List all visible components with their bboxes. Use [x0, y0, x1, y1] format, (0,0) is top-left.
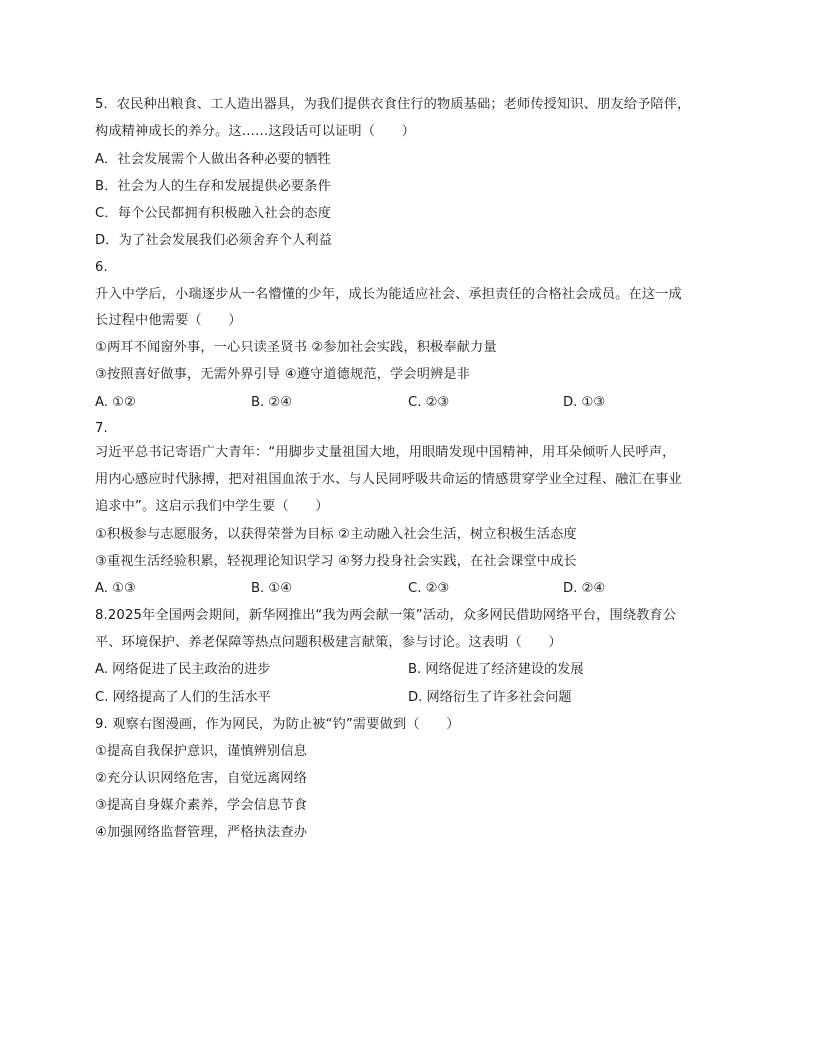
q9-statement-3: ③提高自身媒介素养，学会信息节食	[95, 798, 308, 813]
q6-option-b: B. ②④	[251, 395, 293, 410]
q9-stem: 9. 观察右图漫画，作为网民，为防止被“钓”需要做到（ ）	[95, 717, 460, 732]
q8-option-c: C. 网络提高了人们的生活水平	[95, 690, 271, 705]
q5-option-b: B．社会为人的生存和发展提供必要条件	[95, 179, 331, 194]
q5-stem-line-2: 构成精神成长的养分。这……这段话可以证明（ ）	[95, 124, 416, 139]
q5-option-d: D．为了社会发展我们必须舍弃个人利益	[95, 233, 333, 248]
q6-number: 6.	[95, 260, 108, 275]
q6-statement-line-2: ③按照喜好做事，无需外界引导 ④遵守道德规范，学会明辨是非	[95, 367, 471, 382]
q6-stem-line-1: 升入中学后，小瑞逐步从一名懵懂的少年，成长为能适应社会、承担责任的合格社会成员。在这一成	[95, 287, 682, 302]
q7-option-b: B. ①④	[251, 581, 293, 596]
q7-statement-line-2: ③重视生活经验积累，轻视理论知识学习 ④努力投身社会实践，在社会课堂中成长	[95, 554, 577, 569]
q6-option-d: D. ①③	[563, 395, 606, 410]
q7-option-c: C. ②③	[408, 581, 450, 596]
q6-option-c: C. ②③	[408, 395, 450, 410]
q8-stem-line-2: 平、环境保护、养老保障等热点问题积极建言献策，参与讨论。这表明（ ）	[95, 635, 562, 650]
q7-number: 7.	[95, 421, 108, 436]
q6-option-a: A. ①②	[95, 395, 136, 410]
q7-option-a: A. ①③	[95, 581, 136, 596]
q5-stem-line-1: 5．农民种出粮食、工人造出器具，为我们提供衣食住行的物质基础；老师传授知识、朋友给予陪伴，	[95, 97, 691, 112]
q7-stem-line-1: 习近平总书记寄语广大青年：“用脚步丈量祖国大地，用眼睛发现中国精神，用耳朵倾听人民呼声，	[95, 445, 676, 460]
q7-statement-line-1: ①积极参与志愿服务，以获得荣誉为目标 ②主动融入社会生活，树立积极生活态度	[95, 527, 577, 542]
q8-stem-line-1: 8.2025年全国两会期间，新华网推出“我为两会献一策”活动，众多网民借助网络平台，围绕教育公	[95, 608, 677, 623]
q5-option-a: A．社会发展需个人做出各种必要的牺牲	[95, 152, 331, 167]
q8-option-a: A. 网络促进了民主政治的进步	[95, 662, 271, 677]
q5-option-c: C．每个公民都拥有积极融入社会的态度	[95, 206, 332, 221]
q6-statement-line-1: ①两耳不闻窗外事，一心只读圣贤书 ②参加社会实践，积极奉献力量	[95, 340, 497, 355]
q7-stem-line-3: 追求中”。这启示我们中学生要（ ）	[95, 499, 329, 514]
q8-option-d: D. 网络衍生了许多社会问题	[408, 690, 572, 705]
q9-statement-2: ②充分认识网络危害，自觉远离网络	[95, 771, 308, 786]
q7-stem-line-2: 用内心感应时代脉搏，把对祖国血浓于水、与人民同呼吸共命运的情感贯穿学业全过程、融汇在事业	[95, 472, 682, 487]
q6-stem-line-2: 长过程中他需要（ ）	[95, 313, 242, 328]
q9-statement-1: ①提高自我保护意识，谨慎辨别信息	[95, 744, 308, 759]
q9-statement-4: ④加强网络监督管理，严格执法查办	[95, 825, 308, 840]
q7-option-d: D. ②④	[563, 581, 606, 596]
q8-option-b: B. 网络促进了经济建设的发展	[408, 662, 584, 677]
